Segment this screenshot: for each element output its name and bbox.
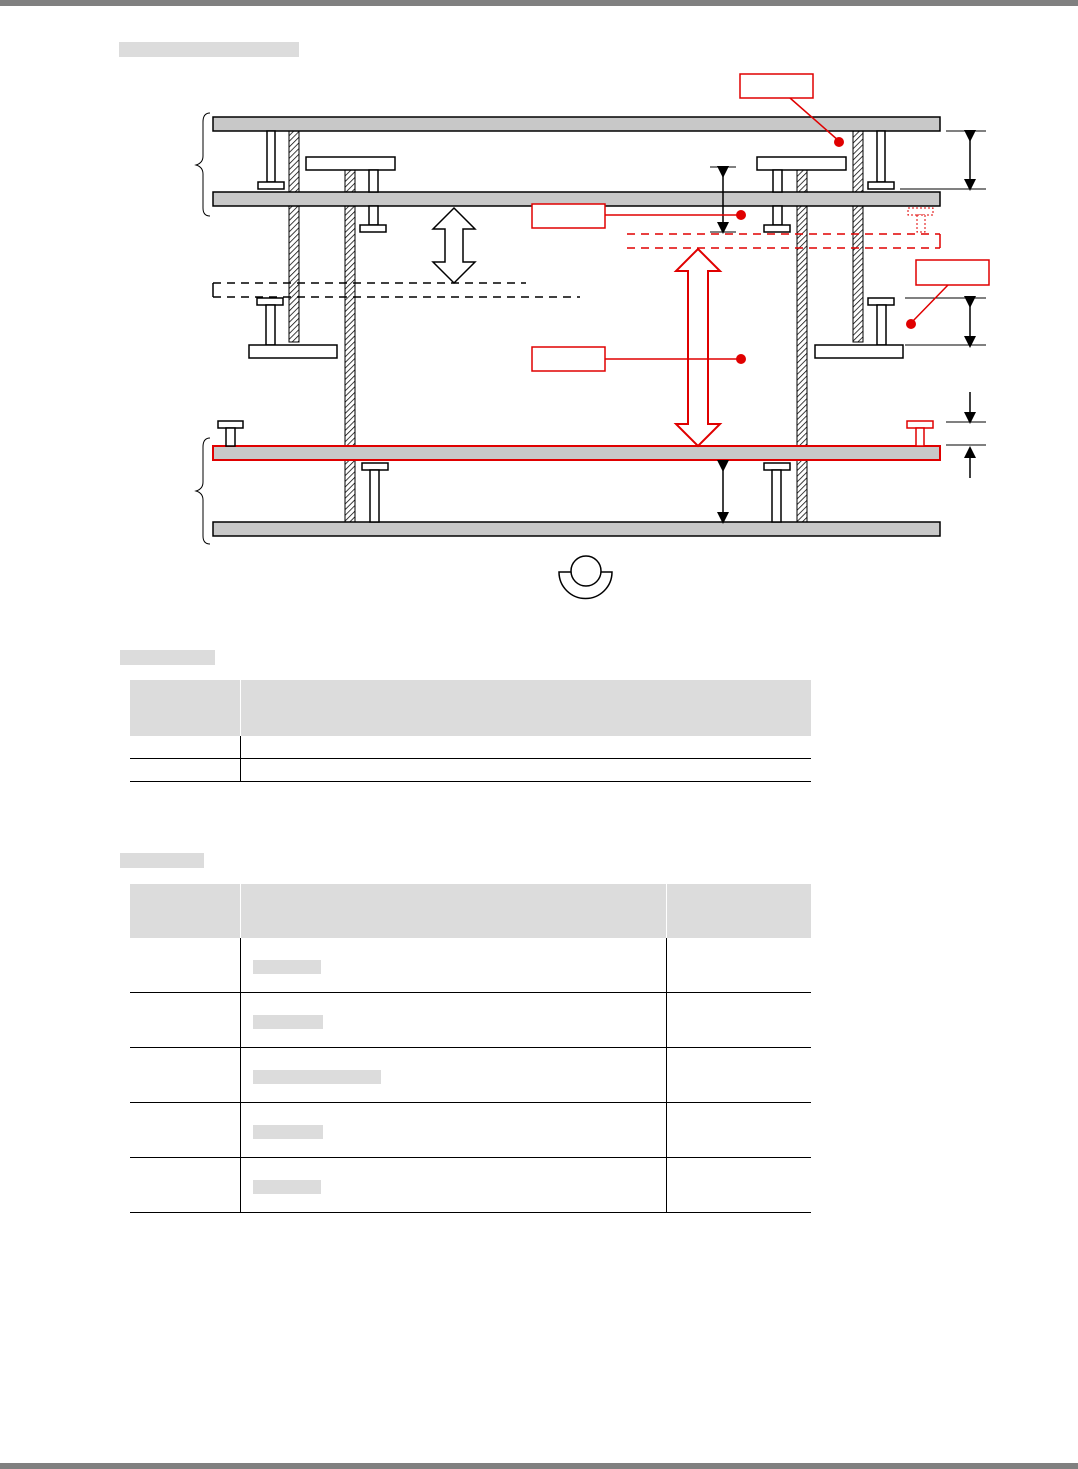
callout-dot: [834, 137, 844, 147]
callout-dot: [906, 319, 916, 329]
table-one-header: [130, 680, 241, 736]
callout-dot: [736, 210, 746, 220]
table-row: [130, 1048, 811, 1103]
bolt-head: [868, 182, 894, 189]
redacted-text: [253, 1070, 381, 1084]
guide-post: [853, 130, 863, 342]
table-cell: [130, 1048, 241, 1103]
bolt-shaft: [772, 470, 781, 522]
clamp-block: [306, 157, 395, 170]
bolt-shaft: [877, 131, 885, 182]
red-bolt-shaft: [916, 428, 924, 446]
bolt-shaft: [773, 170, 782, 192]
bolt-shaft: [877, 305, 886, 345]
red-travel-arrow: [676, 249, 720, 446]
bolt-shaft: [267, 131, 275, 182]
table-cell: [241, 938, 667, 993]
moving-plate: [213, 446, 940, 460]
table-row: [130, 759, 811, 782]
lift-mechanism-diagram: [0, 0, 1078, 620]
table-cell: [130, 993, 241, 1048]
redacted-text: [253, 1015, 323, 1029]
ghost-bolt-head: [908, 208, 933, 215]
table-cell: [667, 1158, 812, 1213]
callout-box: [916, 260, 989, 285]
lower-assembly-brace: [196, 438, 210, 544]
table-cell: [130, 1103, 241, 1158]
table-cell: [130, 1158, 241, 1213]
guide-post: [345, 170, 355, 522]
bolt-head: [258, 182, 284, 189]
bolt-head: [257, 298, 283, 305]
table-cell: [241, 1048, 667, 1103]
table-cell: [130, 736, 241, 759]
table-cell: [667, 1103, 812, 1158]
bolt-head: [362, 463, 388, 470]
clamp-block: [757, 157, 846, 170]
redacted-text: [253, 1125, 323, 1139]
upper-assembly-brace: [196, 113, 210, 216]
foot-block: [249, 345, 337, 358]
table-cell: [241, 1158, 667, 1213]
table-cell: [241, 736, 812, 759]
table-cell: [667, 938, 812, 993]
section-one-heading: [120, 650, 215, 665]
table-two-header: [667, 884, 812, 938]
bolt-head: [764, 463, 790, 470]
table-two-header: [241, 884, 667, 938]
bolt-shaft: [369, 206, 378, 225]
guide-post: [289, 130, 299, 342]
table-row: [130, 993, 811, 1048]
callout-box: [532, 204, 605, 228]
table-cell: [130, 759, 241, 782]
travel-arrow: [433, 208, 475, 283]
base-plate: [213, 522, 940, 536]
table-two-header: [130, 884, 241, 938]
redacted-text: [253, 1180, 321, 1194]
guide-post: [797, 170, 807, 522]
table-cell: [241, 993, 667, 1048]
table-row: [130, 1103, 811, 1158]
table-row: [130, 1158, 811, 1213]
bolt-shaft: [773, 206, 782, 225]
callout-dot: [736, 354, 746, 364]
callout-box: [532, 347, 605, 371]
bolt-shaft: [266, 305, 275, 345]
view-direction-symbol: [559, 556, 612, 599]
table-cell: [130, 938, 241, 993]
bolt-head: [360, 225, 386, 232]
red-bolt-head: [907, 421, 933, 428]
bolt-head: [218, 421, 243, 428]
foot-block: [815, 345, 903, 358]
bolt-head: [764, 225, 790, 232]
table-one-header: [241, 680, 812, 736]
table-row: [130, 736, 811, 759]
bottom-rule: [0, 1463, 1078, 1469]
table-cell: [667, 993, 812, 1048]
bolt-shaft: [370, 470, 379, 522]
top-plate: [213, 117, 940, 131]
table-one: [130, 680, 811, 782]
table-cell: [241, 1103, 667, 1158]
bolt-shaft: [226, 428, 235, 446]
ghost-bolt-shaft: [917, 215, 925, 232]
section-two-heading: [120, 853, 204, 868]
table-two: [130, 884, 811, 1213]
redacted-text: [253, 960, 321, 974]
bolt-shaft: [369, 170, 378, 192]
table-cell: [241, 759, 812, 782]
table-row: [130, 938, 811, 993]
table-cell: [667, 1048, 812, 1103]
bolt-head: [868, 298, 894, 305]
callout-box: [740, 74, 813, 98]
